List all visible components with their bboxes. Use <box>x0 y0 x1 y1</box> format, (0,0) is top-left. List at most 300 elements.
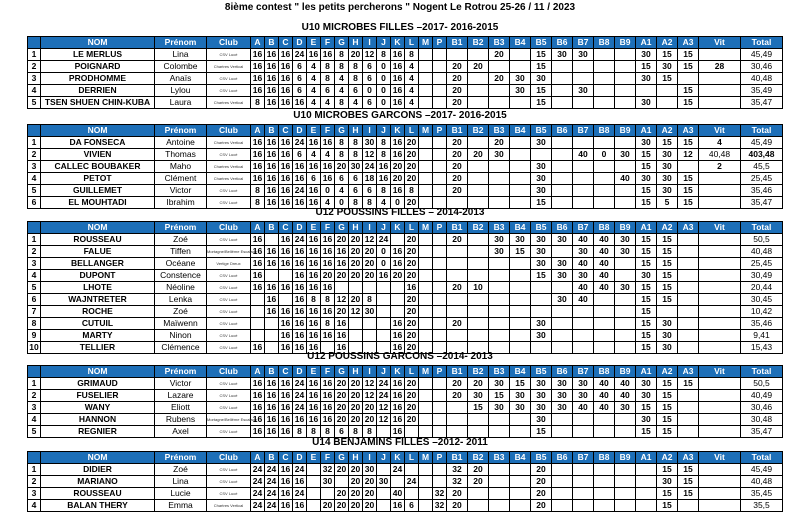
score-cell: 15 <box>468 402 489 414</box>
column-header: G <box>335 366 349 378</box>
column-header: NOM <box>41 37 155 49</box>
score-cell <box>251 318 265 330</box>
score-cell <box>468 185 489 197</box>
score-cell: 20 <box>405 137 419 149</box>
column-header: F <box>321 37 335 49</box>
column-header: C <box>279 452 293 464</box>
speed-cell: 30,46 <box>741 61 783 73</box>
score-cell <box>468 234 489 246</box>
score-cell <box>552 282 573 294</box>
firstname-cell: Victor <box>155 378 207 390</box>
score-cell <box>433 149 447 161</box>
rank-cell: 3 <box>28 161 41 173</box>
score-cell <box>699 402 741 414</box>
score-cell <box>594 294 615 306</box>
column-header <box>28 37 41 49</box>
column-header: F <box>321 366 335 378</box>
score-cell: 40 <box>615 390 636 402</box>
score-cell: 15 <box>636 306 657 318</box>
score-cell: 15 <box>657 488 678 500</box>
score-cell <box>510 270 531 282</box>
score-cell: 20 <box>405 306 419 318</box>
score-cell <box>405 488 419 500</box>
score-cell: 8 <box>293 426 307 438</box>
score-cell <box>489 161 510 173</box>
section-title: U10 MICROBES FILLES –2017- 2016-2015 <box>301 22 499 33</box>
score-cell: 12 <box>363 378 377 390</box>
score-cell: 16 <box>279 137 293 149</box>
score-cell: 16 <box>279 246 293 258</box>
score-cell <box>510 61 531 73</box>
score-cell: 32 <box>433 500 447 512</box>
column-header: A2 <box>657 37 678 49</box>
score-cell <box>433 61 447 73</box>
score-cell <box>489 282 510 294</box>
score-cell <box>419 282 433 294</box>
column-header: Total <box>741 452 783 464</box>
score-cell: 16 <box>391 378 405 390</box>
score-cell <box>594 85 615 97</box>
score-cell <box>447 246 468 258</box>
score-cell <box>251 294 265 306</box>
score-cell <box>363 282 377 294</box>
score-cell <box>678 426 699 438</box>
score-cell: 30 <box>552 390 573 402</box>
name-cell: TELLIER <box>41 342 155 354</box>
score-cell: 40 <box>573 294 594 306</box>
score-cell: 16 <box>391 258 405 270</box>
score-cell <box>419 73 433 85</box>
score-cell: 16 <box>391 402 405 414</box>
score-cell <box>377 318 391 330</box>
score-cell <box>552 161 573 173</box>
score-cell <box>419 294 433 306</box>
score-cell: 16 <box>279 61 293 73</box>
score-cell: 16 <box>265 61 279 73</box>
score-cell: 8 <box>349 197 363 209</box>
score-cell <box>489 414 510 426</box>
speed-cell: 15,43 <box>741 342 783 354</box>
score-cell: 4 <box>699 137 741 149</box>
club-cell: CSV Lucé <box>207 49 251 61</box>
name-cell: REGNIER <box>41 426 155 438</box>
column-header: K <box>391 37 405 49</box>
column-header: B9 <box>615 452 636 464</box>
score-cell: 16 <box>279 234 293 246</box>
total-cell: 403,48 <box>741 149 783 161</box>
score-cell: 16 <box>307 185 321 197</box>
score-cell <box>615 294 636 306</box>
column-header: Vit <box>699 452 741 464</box>
column-header: J <box>377 37 391 49</box>
score-cell <box>419 306 433 318</box>
score-cell: 8 <box>335 49 349 61</box>
score-cell: 16 <box>265 185 279 197</box>
score-cell: 8 <box>321 294 335 306</box>
score-cell <box>489 306 510 318</box>
score-cell <box>433 402 447 414</box>
score-cell: 20 <box>447 137 468 149</box>
score-cell: 15 <box>678 173 699 185</box>
rank-cell: 5 <box>28 282 41 294</box>
score-cell <box>489 294 510 306</box>
score-cell <box>419 488 433 500</box>
score-cell: 16 <box>307 137 321 149</box>
score-cell: 16 <box>335 258 349 270</box>
score-cell: 30 <box>657 149 678 161</box>
score-cell: 30 <box>636 97 657 109</box>
score-cell <box>615 73 636 85</box>
score-cell: 16 <box>279 185 293 197</box>
score-cell <box>433 270 447 282</box>
score-cell <box>307 488 321 500</box>
score-cell: 16 <box>293 197 307 209</box>
score-cell <box>265 234 279 246</box>
score-cell <box>510 330 531 342</box>
score-cell: 16 <box>265 414 279 426</box>
score-cell: 30 <box>531 318 552 330</box>
column-header: Club <box>207 125 251 137</box>
score-cell: 16 <box>279 500 293 512</box>
score-cell: 30 <box>377 476 391 488</box>
score-cell: 16 <box>307 246 321 258</box>
column-header: M <box>419 37 433 49</box>
score-cell: 30 <box>363 137 377 149</box>
score-cell: 15 <box>531 270 552 282</box>
score-cell: 20 <box>489 137 510 149</box>
score-cell: 30 <box>552 378 573 390</box>
column-header: B <box>265 37 279 49</box>
column-header <box>28 222 41 234</box>
score-cell: 8 <box>377 137 391 149</box>
club-cell: CSV Lucé <box>207 378 251 390</box>
score-cell: 20 <box>447 282 468 294</box>
score-cell: 16 <box>307 270 321 282</box>
column-header: H <box>349 125 363 137</box>
score-cell: 16 <box>335 330 349 342</box>
column-header: P <box>433 366 447 378</box>
score-cell: 30 <box>363 306 377 318</box>
score-cell <box>699 306 741 318</box>
score-cell: 16 <box>251 258 265 270</box>
score-cell: 6 <box>363 185 377 197</box>
score-cell <box>433 73 447 85</box>
score-cell <box>251 306 265 318</box>
score-cell: 8 <box>335 137 349 149</box>
firstname-cell: Zoé <box>155 464 207 476</box>
table-row <box>28 330 783 342</box>
score-cell: 20 <box>391 270 405 282</box>
score-cell: 20 <box>468 476 489 488</box>
score-cell: 15 <box>636 161 657 173</box>
score-cell <box>419 234 433 246</box>
score-cell: 20 <box>335 488 349 500</box>
score-cell: 6 <box>363 73 377 85</box>
score-cell <box>699 173 741 185</box>
score-cell: 40 <box>594 246 615 258</box>
firstname-cell: Zoé <box>155 306 207 318</box>
score-cell: 20 <box>349 390 363 402</box>
score-cell <box>468 137 489 149</box>
name-cell: PRODHOMME <box>41 73 155 85</box>
score-cell: 24 <box>265 476 279 488</box>
score-cell: 15 <box>636 426 657 438</box>
column-header: G <box>335 37 349 49</box>
score-cell <box>699 246 741 258</box>
score-cell: 16 <box>377 173 391 185</box>
score-cell: 16 <box>391 73 405 85</box>
score-cell <box>335 282 349 294</box>
score-cell <box>594 488 615 500</box>
score-cell: 20 <box>321 270 335 282</box>
score-cell: 4 <box>335 85 349 97</box>
score-cell: 16 <box>251 234 265 246</box>
column-header: B9 <box>615 37 636 49</box>
score-cell <box>699 426 741 438</box>
score-cell <box>433 282 447 294</box>
column-header: B1 <box>447 222 468 234</box>
score-cell <box>678 500 699 512</box>
score-cell: 16 <box>265 390 279 402</box>
score-cell: 40 <box>594 282 615 294</box>
score-cell: 30 <box>552 258 573 270</box>
score-cell <box>678 73 699 85</box>
column-header: A <box>251 452 265 464</box>
score-cell: 30 <box>510 234 531 246</box>
score-cell: 24 <box>251 476 265 488</box>
score-cell: 24 <box>293 390 307 402</box>
speed-cell: 30,49 <box>741 270 783 282</box>
score-cell: 16 <box>321 49 335 61</box>
column-header: B6 <box>552 452 573 464</box>
score-cell: 20 <box>405 318 419 330</box>
score-cell: 8 <box>349 73 363 85</box>
table-row <box>28 306 783 318</box>
score-cell: 16 <box>279 197 293 209</box>
speed-cell: 50,5 <box>741 234 783 246</box>
score-cell <box>531 282 552 294</box>
column-header: B7 <box>573 37 594 49</box>
score-cell: 40 <box>573 402 594 414</box>
score-cell: 15 <box>657 426 678 438</box>
score-cell <box>552 488 573 500</box>
score-cell: 16 <box>321 258 335 270</box>
score-cell <box>489 476 510 488</box>
score-cell <box>419 49 433 61</box>
rank-cell: 4 <box>28 85 41 97</box>
score-cell: 6 <box>321 85 335 97</box>
score-cell: 8 <box>335 149 349 161</box>
speed-cell: 50,5 <box>741 378 783 390</box>
score-cell <box>615 258 636 270</box>
score-cell: 16 <box>307 197 321 209</box>
score-cell: 2 <box>699 161 741 173</box>
score-cell <box>468 258 489 270</box>
score-cell <box>615 464 636 476</box>
score-cell: 16 <box>391 318 405 330</box>
table-row <box>28 414 783 426</box>
column-header: A3 <box>678 37 699 49</box>
score-cell: 0 <box>594 149 615 161</box>
score-cell: 4 <box>335 185 349 197</box>
score-cell <box>699 318 741 330</box>
score-cell <box>489 330 510 342</box>
column-header: Vit <box>699 37 741 49</box>
score-cell: 16 <box>251 342 265 354</box>
name-cell: WANY <box>41 402 155 414</box>
score-cell: 24 <box>377 234 391 246</box>
firstname-cell: Maho <box>155 161 207 173</box>
score-cell: 16 <box>321 137 335 149</box>
score-cell: 20 <box>447 390 468 402</box>
score-cell: 30 <box>636 137 657 149</box>
column-header: Vit <box>699 366 741 378</box>
score-cell: 15 <box>531 49 552 61</box>
score-cell: 24 <box>293 378 307 390</box>
score-cell <box>552 85 573 97</box>
score-cell <box>531 306 552 318</box>
score-cell: 20 <box>405 294 419 306</box>
column-header: J <box>377 125 391 137</box>
score-cell: 30 <box>636 73 657 85</box>
score-cell: 30 <box>657 318 678 330</box>
score-cell: 24 <box>391 464 405 476</box>
score-cell: 16 <box>391 414 405 426</box>
column-header: B <box>265 366 279 378</box>
column-header <box>28 452 41 464</box>
score-cell: 30 <box>615 246 636 258</box>
score-cell <box>552 61 573 73</box>
name-cell: EL MOUHTADI <box>41 197 155 209</box>
score-cell: 16 <box>321 173 335 185</box>
score-cell: 30 <box>489 378 510 390</box>
column-header: Prénom <box>155 452 207 464</box>
score-cell <box>419 161 433 173</box>
score-cell: 40 <box>594 234 615 246</box>
score-cell: 4 <box>321 197 335 209</box>
column-header: F <box>321 222 335 234</box>
score-cell: 16 <box>293 270 307 282</box>
score-cell: 30 <box>531 161 552 173</box>
firstname-cell: Lazare <box>155 390 207 402</box>
speed-cell: 40,48 <box>741 73 783 85</box>
score-cell: 16 <box>321 282 335 294</box>
club-cell: CSV Lucé <box>207 185 251 197</box>
column-header: NOM <box>41 125 155 137</box>
score-cell: 20 <box>349 488 363 500</box>
score-cell: 20 <box>405 173 419 185</box>
score-cell <box>615 318 636 330</box>
score-cell <box>573 318 594 330</box>
speed-cell: 40,48 <box>741 246 783 258</box>
score-cell: 20 <box>349 402 363 414</box>
score-cell <box>433 426 447 438</box>
firstname-cell: Océane <box>155 258 207 270</box>
score-cell: 24 <box>377 390 391 402</box>
score-cell: 16 <box>251 414 265 426</box>
score-cell <box>433 294 447 306</box>
score-cell: 20 <box>363 500 377 512</box>
score-cell: 40 <box>594 390 615 402</box>
column-header: B4 <box>510 37 531 49</box>
score-cell: 16 <box>265 294 279 306</box>
score-cell <box>615 426 636 438</box>
score-cell <box>552 73 573 85</box>
score-cell <box>377 500 391 512</box>
score-cell: 16 <box>307 282 321 294</box>
score-cell: 16 <box>321 402 335 414</box>
section-title: U12 POUSSINS FILLES – 2014-2013 <box>315 207 485 218</box>
score-cell: 8 <box>349 149 363 161</box>
score-cell: 4 <box>377 197 391 209</box>
score-cell: 8 <box>335 97 349 109</box>
score-cell <box>377 488 391 500</box>
score-cell: 8 <box>363 197 377 209</box>
score-cell <box>419 318 433 330</box>
score-cell <box>468 73 489 85</box>
score-cell <box>678 234 699 246</box>
score-cell <box>391 294 405 306</box>
score-cell <box>699 488 741 500</box>
column-header: E <box>307 125 321 137</box>
score-cell: 30 <box>531 173 552 185</box>
score-cell <box>468 173 489 185</box>
score-cell <box>510 414 531 426</box>
speed-cell: 35,46 <box>741 185 783 197</box>
name-cell: ROCHE <box>41 306 155 318</box>
score-cell <box>447 306 468 318</box>
rank-cell: 1 <box>28 234 41 246</box>
score-cell: 8 <box>377 49 391 61</box>
results-table <box>27 365 783 438</box>
score-cell: 20 <box>335 402 349 414</box>
score-cell <box>510 476 531 488</box>
score-cell: 5 <box>657 197 678 209</box>
score-cell: 15 <box>531 97 552 109</box>
rank-cell: 2 <box>28 246 41 258</box>
table-row <box>28 488 783 500</box>
score-cell <box>552 330 573 342</box>
score-cell <box>349 318 363 330</box>
score-cell <box>419 137 433 149</box>
score-cell <box>573 414 594 426</box>
score-cell <box>447 270 468 282</box>
score-cell: 15 <box>678 464 699 476</box>
score-cell: 16 <box>391 500 405 512</box>
firstname-cell: Rubens <box>155 414 207 426</box>
score-cell <box>552 149 573 161</box>
score-cell <box>699 270 741 282</box>
score-cell: 0 <box>321 185 335 197</box>
score-cell: 6 <box>349 185 363 197</box>
score-cell <box>699 330 741 342</box>
score-cell <box>489 426 510 438</box>
score-cell: 15 <box>657 294 678 306</box>
score-cell <box>615 161 636 173</box>
table-row <box>28 61 783 73</box>
column-header: D <box>293 222 307 234</box>
score-cell: 20 <box>405 149 419 161</box>
score-cell <box>468 161 489 173</box>
score-cell: 20 <box>335 464 349 476</box>
score-cell <box>447 402 468 414</box>
name-cell: BELLANGER <box>41 258 155 270</box>
table-row <box>28 185 783 197</box>
score-cell: 20 <box>349 49 363 61</box>
score-cell <box>433 173 447 185</box>
table-row <box>28 464 783 476</box>
score-cell: 16 <box>321 390 335 402</box>
